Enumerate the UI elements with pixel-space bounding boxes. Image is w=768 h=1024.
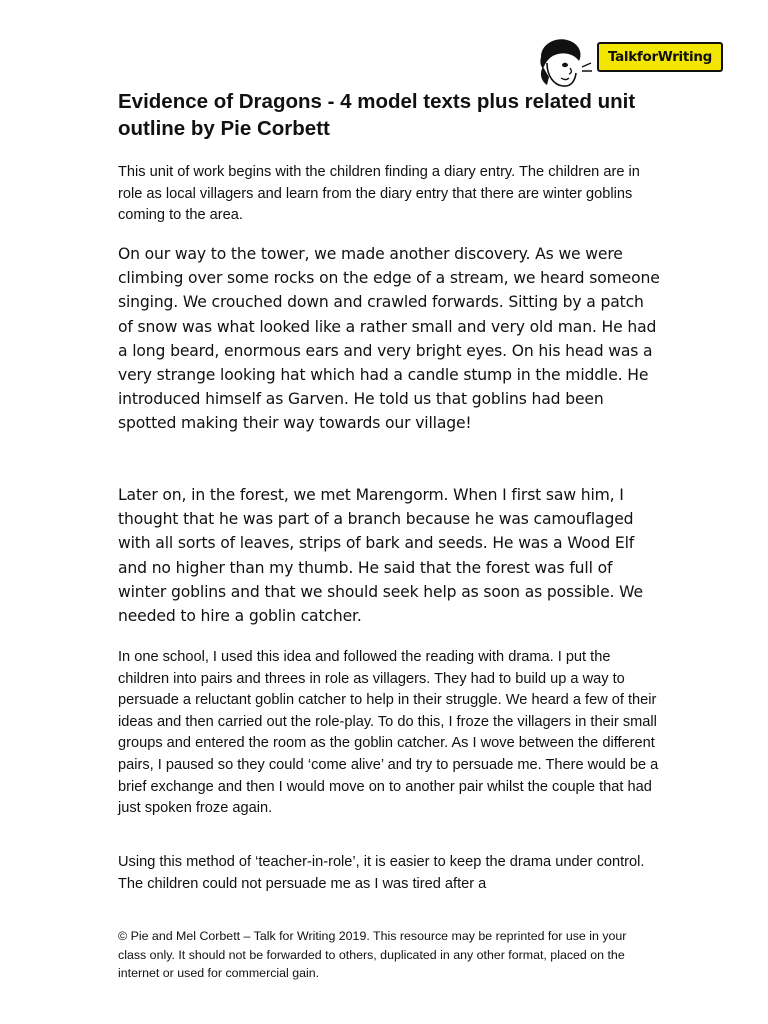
body-paragraph: Using this method of ‘teacher-in-role’, it is easier to keep the drama under control. The children could not persuade me as I was tired after a bbox=[118, 854, 645, 892]
body-paragraph: In one school, I used this idea and followed the reading with drama. I put the children into pairs and threes in role as villagers. They had to build up a way to persuade a reluctant goblin catcher to help in their struggle. We heard a few of their ideas and then carried out the role-play. To do this, I froze the villagers in their small groups and entered the room as the goblin catcher. As I wove between the different pairs, I paused so they could ‘come alive’ and try to persuade me. There would be a brief exchange and then I would move on to another pair whilst the couple that had just spoken froze again. bbox=[118, 649, 659, 817]
talk-for-writing-logo bbox=[535, 37, 725, 89]
intro-paragraph: This unit of work begins with the children finding a diary entry. The children are in role as local villagers and learn from the diary entry that there are winter goblins coming to the area. bbox=[118, 164, 640, 223]
model-text-paragraph: Later on, in the forest, we met Marengorm. When I first saw him, I thought that he was part of a branch because he was camouflaged with all sorts of leaves, strips of bark and seeds. He was a Wood Elf and no higher than my thumb. He said that the forest was full of winter goblins and that we should seek help as soon as possible. We needed to hire a goblin catcher. bbox=[118, 486, 643, 626]
copyright-footer: © Pie and Mel Corbett – Talk for Writing 2019. This resource may be reprinted for use in your class only. It should not be forwarded to others, duplicated in any other format, placed on the internet or used for commercial gain. bbox=[118, 929, 627, 980]
page-title: Evidence of Dragons - 4 model texts plus related unit outline by Pie Corbett bbox=[118, 90, 636, 140]
girl-face-icon bbox=[535, 37, 595, 89]
model-text-paragraph: On our way to the tower, we made another discovery. As we were climbing over some rocks on the edge of a stream, we heard someone singing. We crouched down and crawled forwards. Sitting by a patch of snow was what looked like a rather small and very old man. He had a long beard, enormous ears and very bright eyes. On his head was a very strange looking hat which had a candle stump in the middle. He introduced himself as Garven. He told us that goblins had been spotted making their way towards our village! bbox=[118, 245, 660, 433]
logo-wordmark: TalkforWriting bbox=[597, 42, 723, 72]
